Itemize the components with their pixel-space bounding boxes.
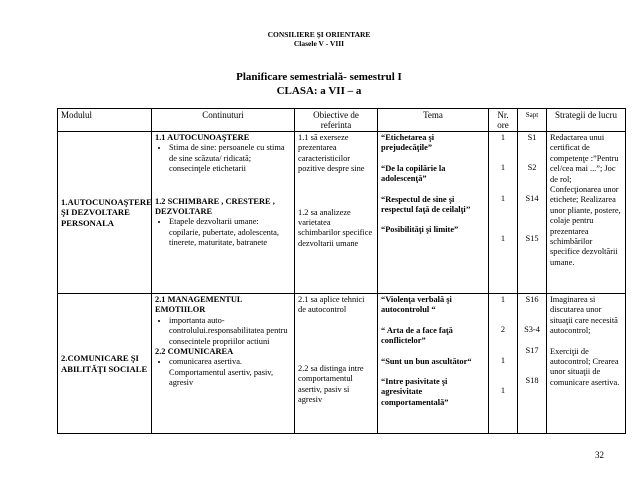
objectives-cell [295, 132, 378, 294]
col-header-nr-ore: Nr. ore [489, 109, 518, 132]
hours-value: 2 [500, 325, 506, 335]
week-value: S1 [527, 133, 537, 142]
class-title: CLASA: a VII – a [276, 85, 362, 97]
hours-value: 1 [500, 234, 506, 244]
planning-table [57, 108, 626, 434]
strategy-cell: Redactarea unui certificat de competenţe :”Pentru cel/cea mai ...”; Joc de rol; Confecţionarea unor etichete; Realizarea unor pliante, postere, colaje pentru prezentarea schimbărilor specifice dezvoltării umane. [547, 132, 626, 294]
strategy-text: Imaginarea si discutarea unor situaţii care necesită autocontrol; [550, 295, 618, 336]
content-title: 2.1 MANAGEMENTUL EMOTIILOR [155, 295, 243, 315]
content-item: • Stima de sine: persoanele cu stima de sine scăzuta/ ridicată; consecinţele etichetarii [169, 143, 291, 174]
week-value: S3-4 [524, 325, 540, 335]
col-header-continuturi: Continuturi [152, 109, 295, 132]
theme-text: “De la copilărie la adolescenţă” [381, 163, 446, 184]
strategy-cell [547, 294, 626, 434]
content-title: 1.1 AUTOCUNOAŞTERE [155, 133, 250, 142]
week-cell [518, 132, 547, 294]
module-cell: 1.AUTOCUNOAŞTERE ŞI DEZVOLTARE PERSONALA [58, 132, 152, 294]
module-cell: 2.COMUNICARE ŞI ABILITĂŢI SOCIALE [58, 294, 152, 434]
table-header-row [58, 109, 626, 132]
theme-text: “ Arta de a face faţă conflictelor” [381, 325, 453, 346]
objective-text: 1.1 să exerseze prezentarea caracteristicilor pozitive despre sine [298, 133, 365, 174]
col-header-obiective: Obiective de referinta [295, 109, 378, 132]
theme-text: “Intre pasivitate şi agresivitate comportamentală” [381, 377, 449, 407]
header-line1: CONSILIERE ŞI ORIENTARE [267, 30, 371, 39]
week-value: S2 [527, 163, 537, 173]
week-value: S18 [525, 376, 539, 386]
content-item: • Etapele dezvoltarii umane: copilarie, pubertate, adolescenta, tinerete, maturitate, batranete [169, 217, 291, 248]
theme-text: “Posibilităţi şi limite” [381, 225, 459, 235]
hours-value: 1 [500, 355, 506, 365]
objectives-cell [295, 294, 378, 434]
col-header-strategii: Strategii de lucru [547, 109, 626, 132]
content-title: 2.2 COMUNICAREA [155, 347, 234, 357]
col-header-modul: Modulul [58, 109, 152, 132]
col-header-tema: Tema [378, 109, 489, 132]
table-row [58, 132, 626, 294]
contents-cell [152, 294, 295, 434]
week-value: S15 [525, 234, 539, 244]
theme-text: “Etichetarea şi prejudecăţile” [381, 133, 435, 153]
theme-cell [378, 294, 489, 434]
table-row [58, 294, 626, 434]
hours-cell [489, 132, 518, 294]
week-value: S17 [525, 345, 539, 355]
page-number: 32 [595, 450, 604, 460]
theme-cell [378, 132, 489, 294]
theme-text: “Respectul de sine şi respectul faţă de ceilalţi’’ [381, 194, 471, 215]
col-header-sapt: Sapt [518, 109, 547, 132]
theme-text: “Violenţa verbală şi autocontrolul “ [381, 295, 452, 315]
strategy-text: Exerciţii de autocontrol; Crearea unor situaţii de comunicare asertiva. [550, 346, 620, 387]
content-item: • comunicarea asertiva. Comportamentul asertiv, pasiv, agresiv [169, 357, 291, 388]
header-line2: Clasele V - VIII [293, 39, 345, 48]
hours-cell [489, 294, 518, 434]
content-title: 1.2 SCHIMBARE , CRESTERE , DEZVOLTARE [155, 196, 275, 217]
contents-cell [152, 132, 295, 294]
theme-text: “Sunt un bun ascultător“ [381, 356, 472, 366]
objective-text: 1.2 sa analizeze varietatea schimbarilor specifice dezvoltarii umane [298, 207, 373, 248]
week-value: S14 [525, 193, 539, 203]
content-item: • importanta auto-controlului.responsabilitatea pentru consecintele propriilor actiuni [169, 316, 291, 347]
objective-text: 2.2 sa distinga intre comportamentul asertiv, pasiv si agresiv [298, 363, 364, 405]
week-cell [518, 294, 547, 434]
objective-text: 2.1 sa aplice tehnici de autocontrol [298, 295, 365, 315]
page-title: Planificare semestrială- semestrul I [236, 71, 402, 83]
week-value: S16 [525, 295, 539, 304]
hours-value: 1 [500, 193, 506, 203]
hours-value: 1 [500, 386, 506, 396]
hours-value: 1 [500, 133, 506, 142]
hours-value: 1 [500, 295, 506, 304]
hours-value: 1 [500, 163, 506, 173]
